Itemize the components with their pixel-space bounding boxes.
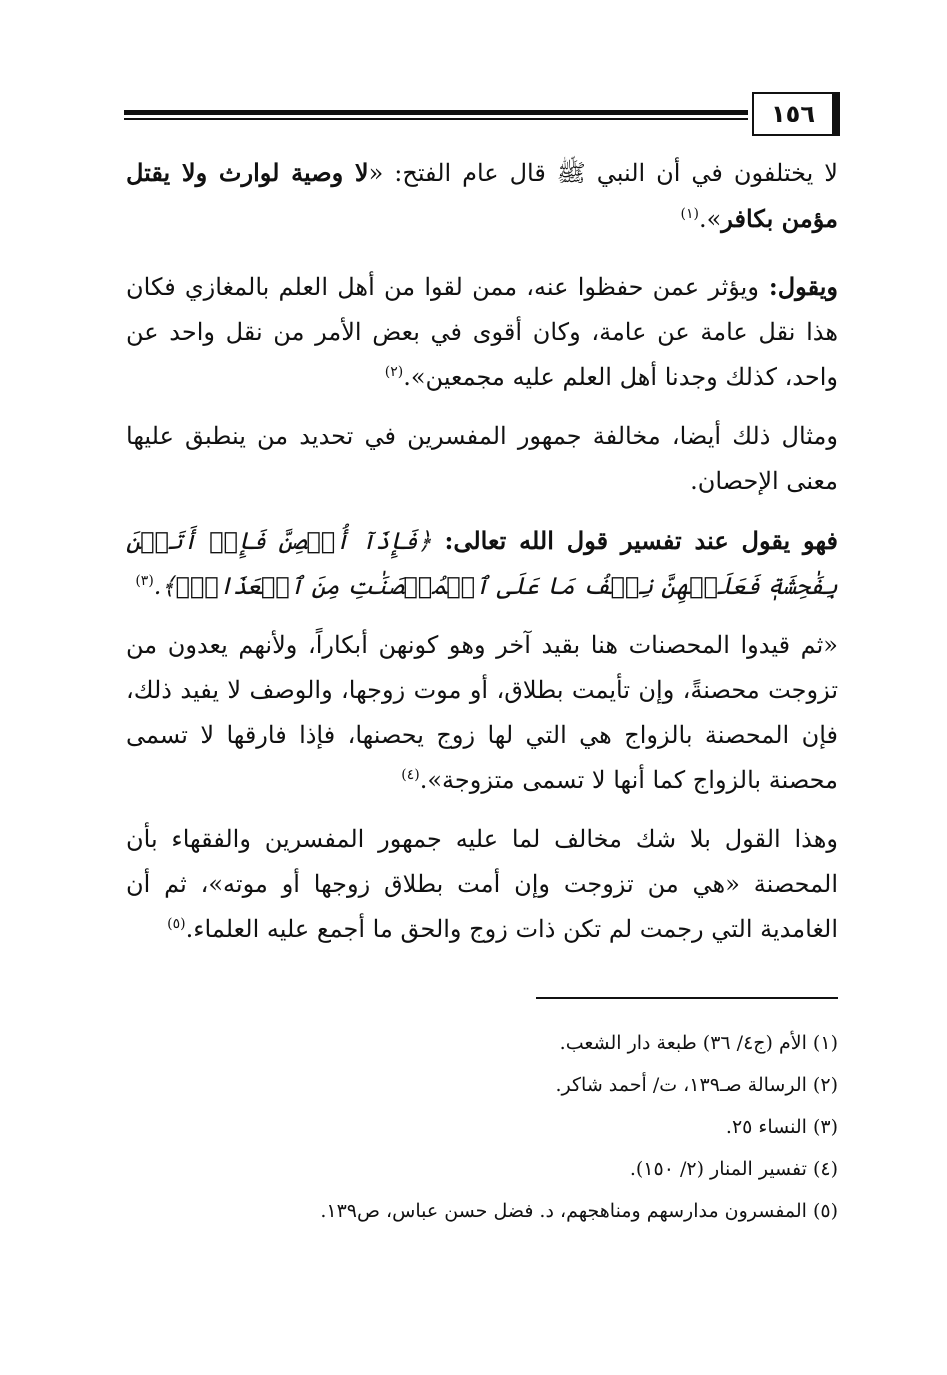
footnote-ref: (٤) <box>401 767 420 783</box>
footnote-ref: (٥) <box>167 916 186 932</box>
footnote-ref: (١) <box>680 206 699 222</box>
footnote-separator <box>536 997 838 999</box>
paragraph-text: ». <box>698 205 722 233</box>
page-number: ١٥٦ <box>771 100 815 128</box>
footnote-ref: (٢) <box>384 364 404 380</box>
paragraph-text: ومثال ذلك أيضا، مخالفة جمهور المفسرين في تحديد من ينطبق عليها معنى الإحصان. <box>126 422 838 495</box>
footnote-5: (٥) المفسرون مدارسهم ومناهجهم، د. فضل حسن عباس، ص١٣٩. <box>320 1200 838 1222</box>
body-text <box>126 150 838 966</box>
page-number-box <box>752 92 840 136</box>
page-header <box>124 92 840 138</box>
paragraph-text: لا يختلفون في أن النبي ﷺ قال عام الفتح: « <box>368 159 838 187</box>
paragraph-lead: فهو يقول عند تفسير قول الله تعالى: <box>431 526 838 555</box>
header-rule-thin <box>124 118 748 120</box>
paragraph-2 <box>126 264 838 400</box>
paragraph-4 <box>126 518 838 609</box>
paragraph-text: «ثم قيدوا المحصنات هنا بقيد آخر وهو كونهن أبكاراً، ولأنهم يعدون من تزوجت محصنةً، وإن تأيمت بطلاق، أو موت زوجها، والوصف لا يفيد ذلك، فإن المحصنة بالزواج هي التي لها زوج يحصنها، فإذا فارقها لا تسمى محصنة بالزواج كما أنها لا تسمى متزوجة». <box>126 631 838 794</box>
paragraph-6 <box>126 817 838 952</box>
header-rule <box>124 110 748 115</box>
paragraph-text: وهذا القول بلا شك مخالف لما عليه جمهور المفسرين والفقهاء بأن المحصنة «هي من تزوجت وإن أمت بطلاق زوجها أو موته»، ثم أن الغامدية التي رجمت لم تكن ذات زوج والحق ما أجمع عليه العلماء. <box>126 825 838 943</box>
footnote-4: (٤) تفسير المنار (٢/ ١٥٠). <box>629 1158 838 1180</box>
footnote-3: (٣) النساء ٢٥. <box>725 1116 838 1138</box>
footnote-2: (٢) الرسالة صـ١٣٩، ت/ أحمد شاكر. <box>555 1074 838 1096</box>
paragraph-text: ويؤثر عمن حفظوا عنه، ممن لقوا من أهل العلم بالمغازي فكان هذا نقل عامة عن عامة، وكان أقوى في بعض الأمر من نقل واحد عن واحد، كذلك وجدنا أهل العلم عليه مجمعين». <box>126 273 838 391</box>
paragraph-1 <box>126 150 838 242</box>
paragraph-lead: ويقول: <box>758 272 838 301</box>
quran-verse: ﴿فَإِذَآ أُحۡصِنَّ فَإِنۡ أَتَيۡنَ بِفَٰحِشَةٖ فَعَلَيۡهِنَّ نِصۡفُ مَا عَلَى ٱلۡمُحۡصَنَٰتِ مِنَ ٱلۡعَذَابِۚ﴾. <box>126 527 838 600</box>
footnotes <box>126 1022 838 1232</box>
footnote-ref: (٣) <box>135 573 154 589</box>
hadith-quote: لا وصية لوارث ولا يقتل مؤمن بكافر <box>126 158 838 233</box>
footnote-1: (١) الأم (ج٤/ ٣٦) طبعة دار الشعب. <box>559 1032 838 1054</box>
paragraph-3 <box>126 414 838 504</box>
paragraph-5 <box>126 623 838 803</box>
